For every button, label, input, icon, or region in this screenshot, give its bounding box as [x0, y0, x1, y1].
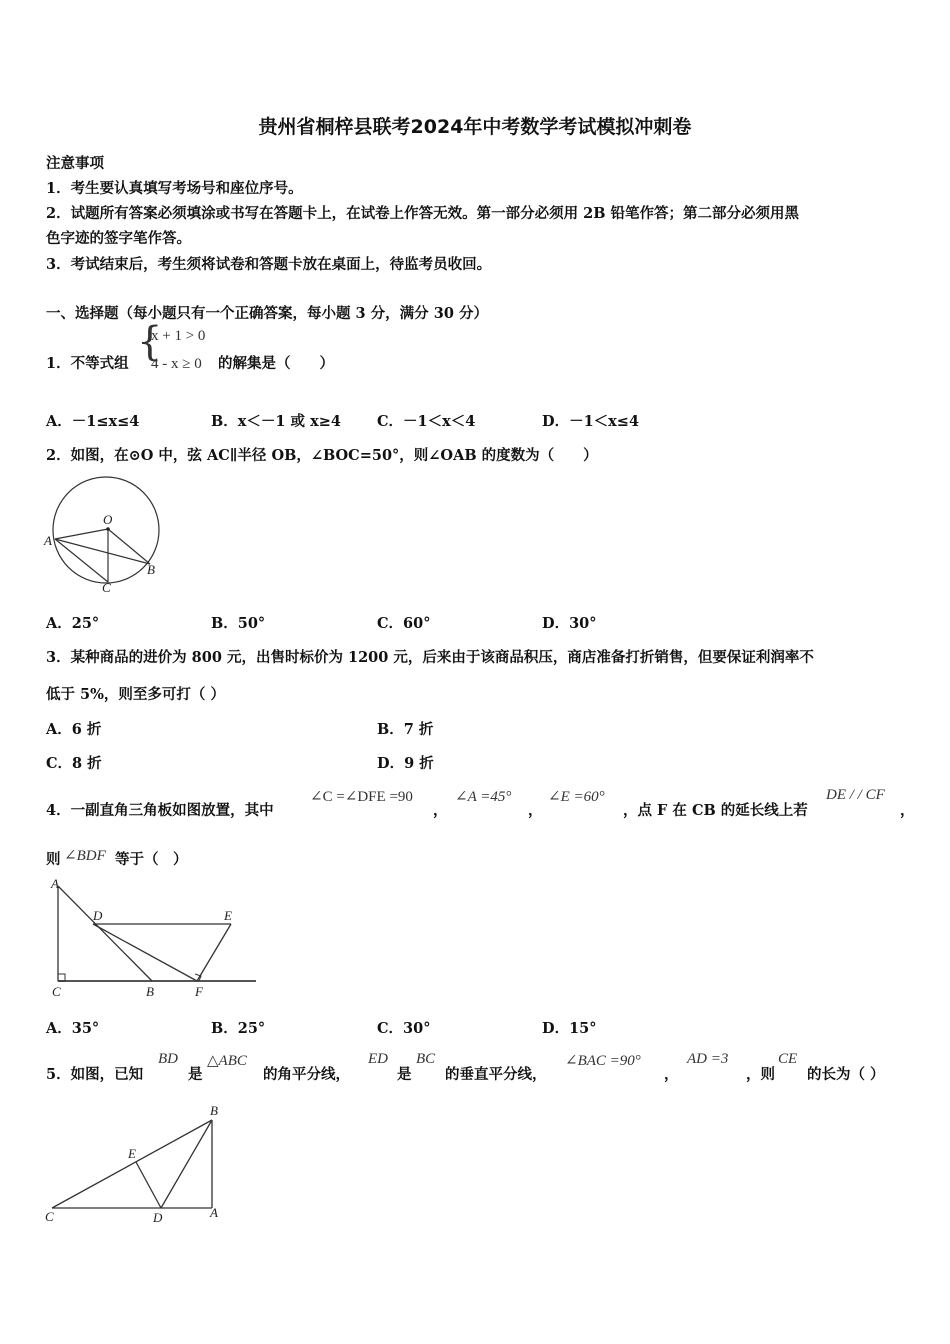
- q4-line2-prefix: 则: [46, 851, 61, 868]
- side-ef: [197, 924, 231, 981]
- label-e: E: [128, 1146, 136, 1161]
- label-e: E: [224, 908, 232, 923]
- q5-math-ce: CE: [778, 1051, 798, 1067]
- q3-option-c: C．8 折: [46, 755, 102, 772]
- q5-math-ad: AD =3: [687, 1051, 729, 1067]
- label-c: C: [52, 984, 61, 999]
- q4-option-d: D．15°: [542, 1020, 597, 1037]
- q4-sep: ，: [433, 802, 448, 819]
- q5-text: 的长为（ ）: [807, 1066, 885, 1083]
- q5-text: 是: [188, 1066, 203, 1083]
- q3-option-b: B．7 折: [377, 721, 434, 738]
- q2-option-a: A．25°: [46, 615, 100, 632]
- side-ab: [58, 886, 152, 981]
- q2-option-c: C．60°: [377, 615, 431, 632]
- label-b: B: [146, 984, 154, 999]
- q1-inequality-2: 4 - x ≥ 0: [151, 356, 202, 372]
- q5-text: 的垂直平分线，: [445, 1066, 547, 1083]
- label-f: F: [195, 984, 203, 999]
- right-angle-c: [58, 974, 65, 981]
- q1-suffix: 的解集是（ ）: [218, 355, 334, 372]
- q5-math-bc: BC: [416, 1051, 436, 1067]
- q5-math-bd: BD: [158, 1051, 178, 1067]
- label-d: D: [153, 1210, 163, 1225]
- q4-math-parallel: DE / / CF: [826, 787, 885, 803]
- q4-math-angle-c: ∠C =∠DFE =90: [310, 789, 413, 805]
- label-b: B: [147, 562, 155, 577]
- brace-symbol: {: [137, 319, 163, 365]
- q4-math-angle-a: ∠A =45°: [455, 789, 512, 805]
- note-item: 色字迹的签字笔作答。: [46, 230, 191, 247]
- q2-option-d: D．30°: [542, 615, 597, 632]
- q2-text: 2．如图，在⊙O 中，弦 AC∥半径 OB，∠BOC=50°，则∠OAB 的度数为（ ）: [46, 447, 598, 464]
- label-b: B: [210, 1103, 218, 1118]
- q4-math-angle-e: ∠E =60°: [548, 789, 605, 805]
- q4-mid: ，点 F 在 CB 的延长线上若: [623, 802, 808, 819]
- q4-option-c: C．30°: [377, 1020, 431, 1037]
- section-heading: 一、选择题（每小题只有一个正确答案，每小题 3 分，满分 30 分）: [46, 305, 488, 322]
- segment-ed: [136, 1162, 161, 1208]
- label-c: C: [45, 1209, 54, 1224]
- q3-text-line1: 3．某种商品的进价为 800 元，出售时标价为 1200 元，后来由于该商品积压，商店准备打折销售，但要保证利润率不: [46, 649, 814, 666]
- segment-ao: [55, 529, 108, 539]
- q1-option-c: C．－1＜x＜4: [377, 413, 476, 430]
- q4-prefix: 4．一副直角三角板如图放置，其中: [46, 802, 274, 819]
- q4-sep: ，: [528, 802, 543, 819]
- q3-option-a: A．6 折: [46, 721, 102, 738]
- label-c: C: [102, 580, 111, 595]
- q3-text-line2: 低于 5%，则至多可打（ ）: [46, 686, 225, 703]
- center-point: [106, 527, 110, 531]
- q5-math-angle: ∠BAC =90°: [565, 1053, 641, 1069]
- note-item: 1．考生要认真填写考场号和座位序号。: [46, 180, 303, 197]
- q4-end: ，: [900, 802, 915, 819]
- label-o: O: [103, 512, 113, 527]
- q5-math-ed: ED: [368, 1051, 388, 1067]
- q5-triangle-figure: [40, 1100, 240, 1230]
- q2-option-b: B．50°: [211, 615, 266, 632]
- q5-text: ，: [664, 1066, 679, 1083]
- q2-circle-figure: [40, 470, 170, 598]
- q1-prefix: 1．不等式组: [46, 355, 129, 372]
- q1-option-b: B．x＜－1 或 x≥4: [211, 413, 341, 430]
- q4-option-b: B．25°: [211, 1020, 266, 1037]
- label-a: A: [210, 1205, 218, 1220]
- q5-text: 是: [397, 1066, 412, 1083]
- label-d: D: [93, 908, 103, 923]
- side-df: [93, 924, 197, 981]
- q1-option-a: A．－1≤x≤4: [46, 413, 140, 430]
- page-title: 贵州省桐梓县联考2024年中考数学考试模拟冲刺卷: [258, 116, 692, 138]
- label-a: A: [44, 533, 52, 548]
- q3-option-d: D．9 折: [377, 755, 434, 772]
- q4-triangle-figure: [44, 874, 260, 1004]
- q1-inequality-1: x + 1 > 0: [151, 328, 206, 344]
- q5-text: ，则: [746, 1066, 775, 1083]
- label-a: A: [51, 876, 59, 891]
- q4-option-a: A．35°: [46, 1020, 100, 1037]
- q4-math-angle-bdf: ∠BDF: [64, 848, 106, 864]
- note-item: 3．考试结束后，考生须将试卷和答题卡放在桌面上，待监考员收回。: [46, 256, 492, 273]
- side-cb: [52, 1120, 212, 1208]
- note-item: 2．试题所有答案必须填涂或书写在答题卡上，在试卷上作答无效。第一部分必须用 2B 铅笔作答；第二部分必须用黑: [46, 205, 800, 222]
- q1-option-d: D．－1＜x≤4: [542, 413, 640, 430]
- circle-outline: [53, 477, 159, 583]
- q5-math-triangle: △ABC: [207, 1053, 247, 1069]
- q5-text: 的角平分线，: [263, 1066, 350, 1083]
- q5-text: 5．如图，已知: [46, 1066, 144, 1083]
- notes-heading: 注意事项: [46, 155, 104, 172]
- segment-bd: [161, 1120, 212, 1208]
- q4-line2-suffix: 等于（ ）: [115, 851, 188, 868]
